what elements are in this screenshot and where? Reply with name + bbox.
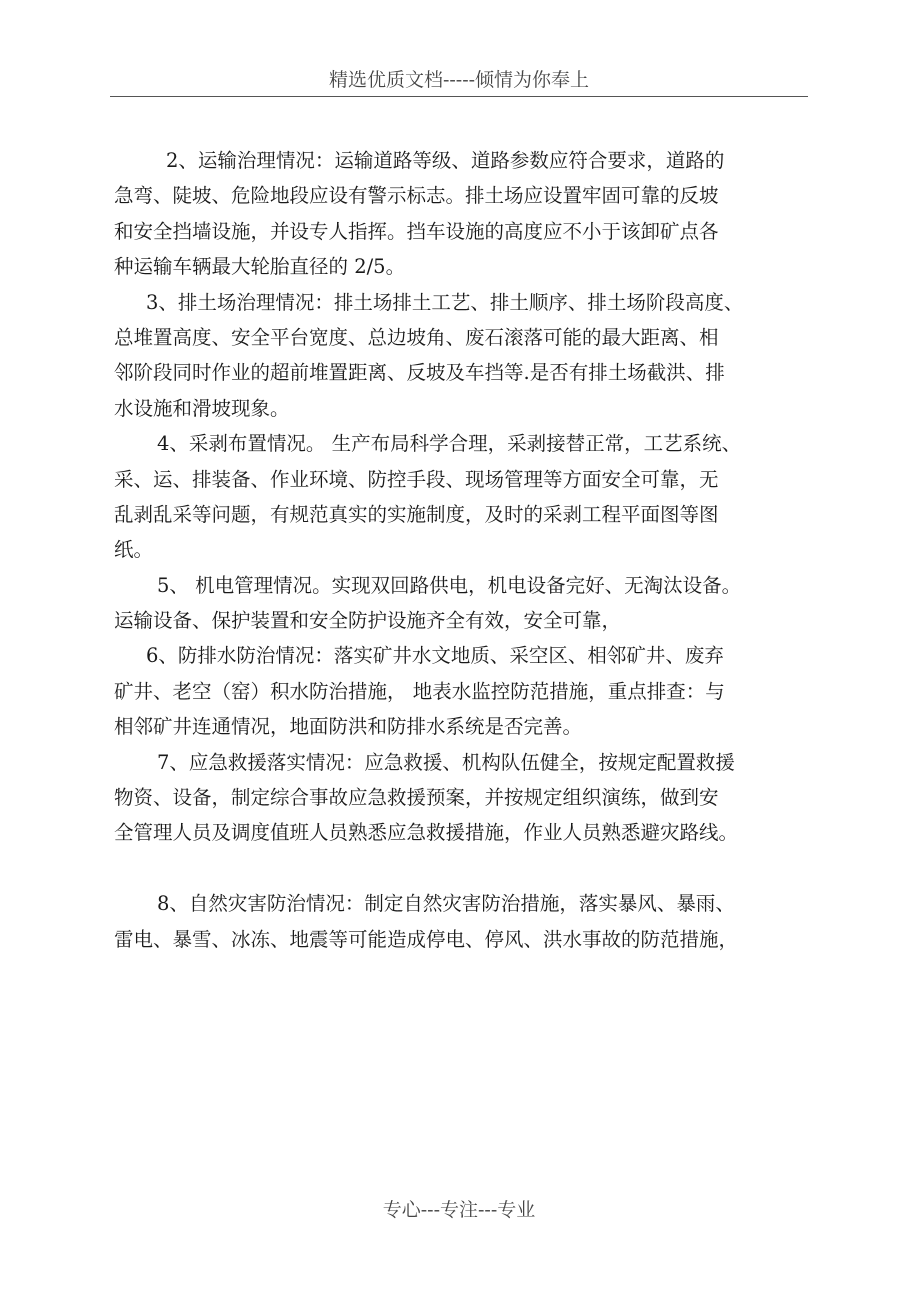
paragraph-line: 总堆置高度、安全平台宽度、总边坡角、废石滚落可能的最大距离、相 [114, 325, 719, 349]
paragraph-line: 矿井、老空（窑）积水防治措施， 地表水监控防范措施，重点排查：与 [114, 679, 725, 703]
paragraph-line: 和安全挡墙设施，并设专人指挥。挡车设施的高度应不小于该卸矿点各 [114, 219, 719, 243]
header-title: 精选优质文档-----倾情为你奉上 [328, 69, 590, 91]
paragraph-line: 急弯、陡坡、危险地段应设有警示标志。排土场应设置牢固可靠的反坡 [114, 184, 719, 208]
paragraph-line: 相邻矿井连通情况，地面防洪和防排水系统是否完善。 [114, 715, 583, 739]
paragraph-line: 5、 机电管理情况。实现双回路供电，机电设备完好、无淘汰设备。 [157, 573, 742, 597]
paragraph-line: 邻阶段同时作业的超前堆置距离、反坡及车挡等.是否有排土场截洪、排 [114, 361, 725, 385]
paragraph-line: 种运输车辆最大轮胎直径的 2/5。 [114, 255, 406, 279]
paragraph-line: 物资、设备，制定综合事故应急救援预案，并按规定组织演练，做到安 [114, 786, 719, 810]
paragraph-dump-site [114, 285, 814, 427]
paragraph-line: 乱剥乱采等问题，有规范真实的实施制度，及时的采剥工程平面图等图 [114, 502, 719, 526]
paragraph-line: 雷电、暴雪、冰冻、地震等可能造成停电、停风、洪水事故的防范措施， [114, 927, 739, 951]
paragraph-natural-disaster [114, 886, 814, 957]
paragraph-line: 水设施和滑坡现象。 [114, 396, 290, 420]
page-header [110, 66, 808, 97]
paragraph-line: 全管理人员及调度值班人员熟悉应急救援措施，作业人员熟悉避灾路线。 [114, 821, 739, 845]
paragraph-line: 4、采剥布置情况。 生产布局科学合理，采剥接替正常，工艺系统、 [157, 432, 742, 456]
paragraph-emergency-rescue [114, 745, 814, 851]
paragraph-electromechanical [114, 568, 814, 639]
paragraph-water-control [114, 638, 814, 744]
paragraph-stripping [114, 426, 814, 568]
paragraph-spacer [114, 851, 814, 886]
paragraph-line: 3、排土场治理情况：排土场排土工艺、排土顺序、排土场阶段高度、 [146, 290, 744, 314]
paragraph-line: 8、自然灾害防治情况：制定自然灾害防治措施，落实暴风、暴雨、 [157, 892, 735, 916]
paragraph-line: 2、运输治理情况：运输道路等级、道路参数应符合要求，道路的 [166, 149, 725, 172]
page-footer: 专心---专注---专业 [382, 1199, 536, 1221]
paragraph-line: 纸。 [114, 538, 154, 562]
document-body [114, 143, 814, 957]
paragraph-line: 采、运、排装备、作业环境、防控手段、现场管理等方面安全可靠，无 [114, 467, 719, 491]
paragraph-line: 7、应急救援落实情况：应急救援、机构队伍健全，按规定配置救援 [157, 750, 735, 774]
paragraph-line: 运输设备、保护装置和安全防护设施齐全有效，安全可靠， [114, 609, 622, 633]
paragraph-transport [114, 143, 814, 285]
paragraph-line: 6、防排水防治情况：落实矿井水文地质、采空区、相邻矿井、废弃 [146, 644, 724, 668]
